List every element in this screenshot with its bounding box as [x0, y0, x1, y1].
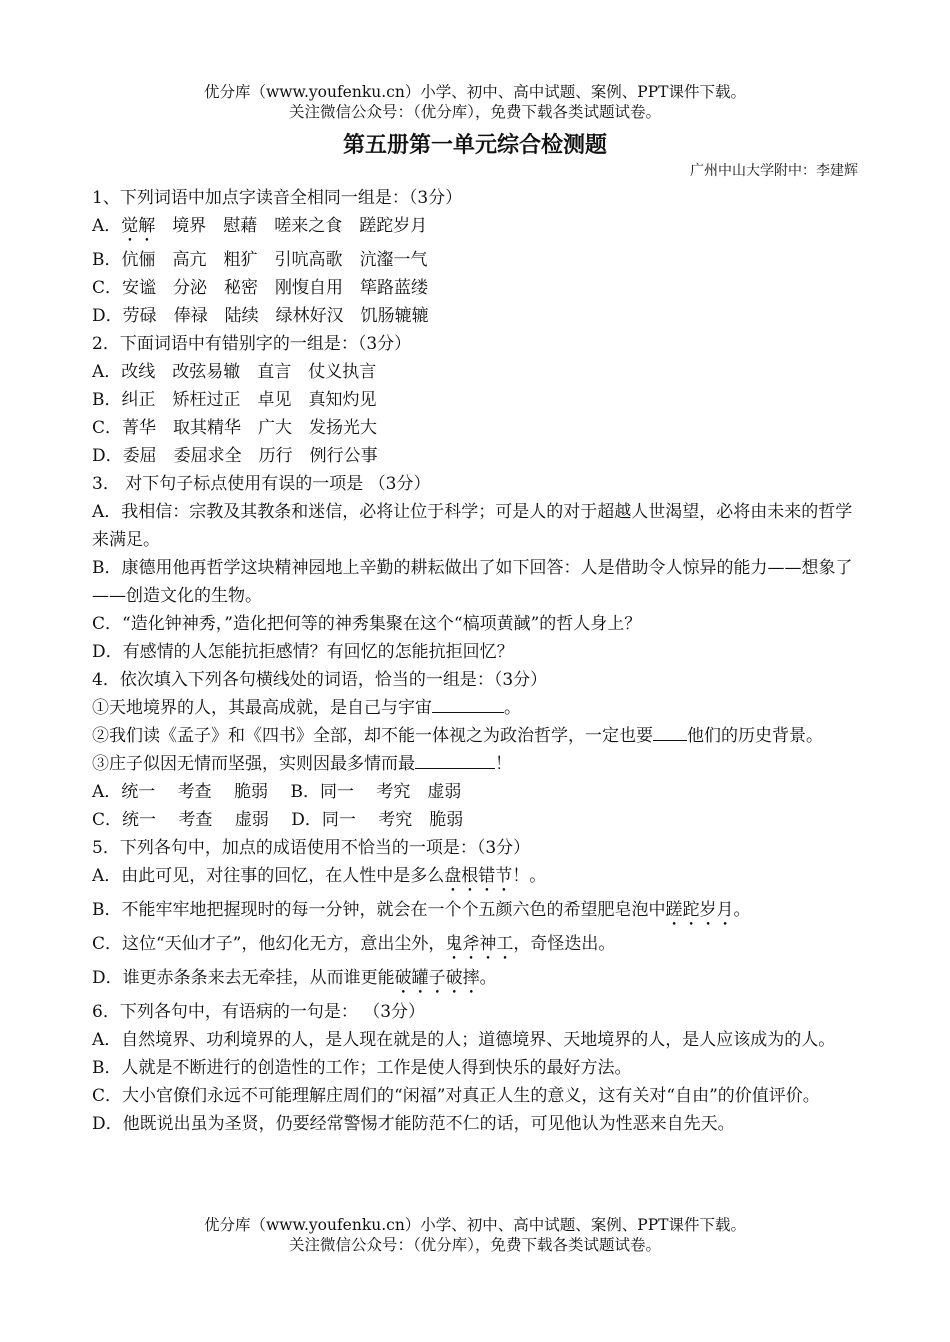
q4-sentence-1: ①天地境界的人，其最高成就，是自己与宇宙 。	[92, 694, 858, 722]
q1-option-d: D．劳碌 俸禄 陆续 绿林好汉 饥肠辘辘	[92, 306, 429, 326]
q2-option-d: D．委屈 委屈求全 历行 例行公事	[92, 446, 378, 466]
question-content	[92, 184, 858, 1138]
q6-option-b: B．人就是不断进行的创造性的工作；工作是使人得到快乐的最好方法。	[92, 1058, 632, 1078]
dotted-idiom: 盘根错节	[444, 866, 513, 886]
dotted-idiom: 蹉跎岁月	[665, 900, 734, 920]
author-line: 广州中山大学附中：李建辉	[690, 163, 858, 179]
q1-c-word: 秘密	[224, 278, 259, 298]
fill-blank	[432, 694, 504, 713]
q4-options-ab: A．统一 考查 脆弱 B．同一 考究 虚弱	[92, 782, 462, 802]
q1-c-word: 筚路蓝缕	[360, 278, 429, 298]
q1-b-word: 高亢	[172, 250, 207, 270]
q2-option-c: C．菁华 取其精华 广大 发扬光大	[92, 418, 378, 438]
page-title: 第五册第一单元综合检测题	[342, 133, 607, 158]
q2-option-b: B．纠正 矫枉过正 卓见 真知灼见	[92, 390, 377, 410]
q1-stem: 1、下列词语中加点字读音全相同一组是：（3分）	[92, 188, 463, 208]
q1-c-word: 安谧	[122, 278, 157, 298]
q1-a-word: 觉解	[121, 216, 156, 236]
q5-option-a: A．由此可见，对往事的回忆，在人性中是多么盘根错节！。	[92, 866, 547, 886]
q6-option-a: A．自然境界、功利境界的人，是人现在就是的人；道德境界、天地境界的人，是人应该成为的人。	[92, 1030, 836, 1050]
q3-option-a: A．我相信：宗教及其教条和迷信，必将让位于科学；可是人的对于超越人世渴望，必将由未来的哲学来满足。	[92, 502, 853, 550]
q1-b-word: 沆瀣一气	[359, 250, 428, 270]
footer-line-2: 关注微信公众号：（优分库），免费下载各类试题试卷。	[288, 1236, 661, 1254]
q1-option-b: B．伉俪 高亢 粗犷 引吭高歌 沆瀣一气	[92, 250, 428, 270]
header-line-1: 优分库（www.youfenku.cn）小学、初中、高中试题、案例、PPT课件下载。	[203, 83, 747, 101]
q1-c-word: 刚愎自用	[275, 278, 344, 298]
q1-d-word: 绿林好汉	[275, 306, 344, 326]
q1-a-word: 境界	[172, 216, 207, 236]
q3-option-c: C．“造化钟神秀，”造化把何等的神秀集聚在这个“槁项黄馘”的哲人身上？	[92, 614, 642, 634]
q3-option-b: B．康德用他再哲学这块精神园地上辛勤的耕耘做出了如下回答：人是借助令人惊异的能力——想象了——创造文化的生物。	[92, 558, 853, 606]
q1-b-word: 伉俪	[121, 250, 156, 270]
q1-option-c: C．安谧 分泌 秘密 刚愎自用 筚路蓝缕	[92, 278, 429, 298]
footer-line-1: 优分库（www.youfenku.cn）小学、初中、高中试题、案例、PPT课件下载。	[203, 1216, 747, 1234]
q1-b-word: 粗犷	[223, 250, 258, 270]
q3-stem: 3． 对下句子标点使用有误的一项是 （3分）	[92, 474, 431, 494]
q1-a-word: 嗟来之食	[274, 216, 343, 236]
fill-blank	[415, 750, 495, 769]
q2-option-a: A．改线 改弦易辙 直言 仗义执言	[92, 362, 377, 382]
q4-sentence-3: ③庄子似因无情而坚强，实则因最多情而最 ！	[92, 750, 858, 778]
q2-stem: 2．下面词语中有错别字的一组是：（3分）	[92, 334, 412, 354]
q1-a-word: 慰藉	[223, 216, 258, 236]
q1-option-a: A．觉解 境界 慰藉 嗟来之食 蹉跎岁月	[92, 216, 428, 236]
q5-option-d: D．谁更赤条条来去无牵挂，从而谁更能破罐子破摔。	[92, 968, 497, 988]
dotted-idiom: 鬼斧神工	[445, 934, 514, 954]
q5-option-c: C．这位“天仙才子”，他幻化无方，意出尘外，鬼斧神工，奇怪迭出。	[92, 934, 616, 954]
header-line-2: 关注微信公众号：（优分库），免费下载各类试题试卷。	[288, 103, 661, 121]
q1-a-word: 蹉跎岁月	[359, 216, 428, 236]
q1-c-word: 分泌	[173, 278, 208, 298]
q4-options-cd: C．统一 考查 虚弱 D．同一 考究 脆弱	[92, 810, 464, 830]
q1-d-word: 劳碌	[122, 306, 157, 326]
q4-stem: 4．依次填入下列各句横线处的词语，恰当的一组是：（3分）	[92, 670, 548, 690]
q1-b-word: 引吭高歌	[274, 250, 343, 270]
q1-d-word: 俸禄	[173, 306, 208, 326]
dotted-idiom: 破罐子破摔	[394, 968, 480, 988]
fill-blank	[653, 722, 687, 741]
q1-d-word: 饥肠辘辘	[360, 306, 429, 326]
q6-stem: 6．下列各句中，有语病的一句是： （3分）	[92, 1002, 426, 1022]
q6-option-c: C．大小官僚们永远不可能理解庄周们的“闲福”对真正人生的意义，这有关对“自由”的价值评价。	[92, 1086, 820, 1106]
q5-option-b: B．不能牢牢地把握现时的每一分钟，就会在一个个五颜六色的希望肥皂泡中蹉跎岁月。	[92, 900, 751, 920]
q1-d-word: 陆续	[224, 306, 259, 326]
q4-sentence-2: ②我们读《孟子》和《四书》全部，却不能一体视之为政治哲学，一定也要 他们的历史背景。	[92, 722, 858, 750]
q5-stem: 5．下列各句中，加点的成语使用不恰当的一项是：（3分）	[92, 838, 531, 858]
q3-option-d: D．有感情的人怎能抗拒感情？有回忆的怎能抗拒回忆？	[92, 642, 514, 662]
q6-option-d: D．他既说出虽为圣贤，仍要经常警惕才能防范不仁的话，可见他认为性恶来自先天。	[92, 1114, 735, 1134]
